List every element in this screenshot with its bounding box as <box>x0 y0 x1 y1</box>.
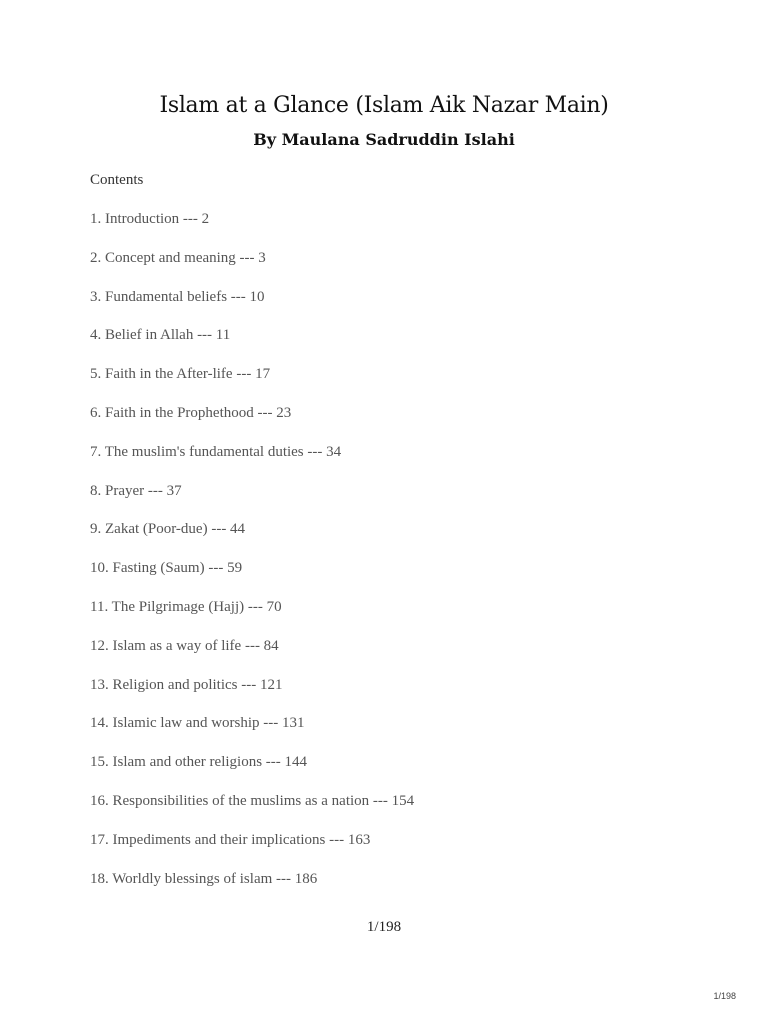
toc-item: 14. Islamic law and worship --- 131 <box>90 715 305 732</box>
toc-item: 15. Islam and other religions --- 144 <box>90 754 308 771</box>
toc-item: 6. Faith in the Prophethood --- 23 <box>90 404 292 421</box>
toc-item: 18. Worldly blessings of islam --- 186 <box>90 870 318 887</box>
toc-item: 5. Faith in the After-life --- 17 <box>90 366 271 383</box>
toc-item: 16. Responsibilities of the muslims as a nation --- 154 <box>90 792 415 809</box>
toc-item: 12. Islam as a way of life --- 84 <box>90 637 279 654</box>
toc-item: 10. Fasting (Saum) --- 59 <box>90 560 243 577</box>
page-title: Islam at a Glance (Islam Aik Nazar Main) <box>159 93 609 118</box>
table-of-contents <box>90 211 414 909</box>
toc-item: 3. Fundamental beliefs --- 10 <box>90 288 265 305</box>
toc-item: 4. Belief in Allah --- 11 <box>90 327 231 344</box>
toc-item: 1. Introduction --- 2 <box>90 211 210 227</box>
viewer-page-counter: 1/198 <box>713 991 736 1001</box>
toc-item: 13. Religion and politics --- 121 <box>90 676 283 693</box>
author-line: By Maulana Sadruddin Islahi <box>253 130 515 149</box>
toc-item: 9. Zakat (Poor-due) --- 44 <box>90 521 246 538</box>
page-number: 1/198 <box>366 919 402 935</box>
contents-heading: Contents <box>90 172 144 188</box>
toc-item: 8. Prayer --- 37 <box>90 482 182 499</box>
toc-item: 2. Concept and meaning --- 3 <box>90 249 266 266</box>
toc-item: 7. The muslim's fundamental duties --- 34 <box>90 443 342 460</box>
toc-item: 11. The Pilgrimage (Hajj) --- 70 <box>90 598 282 615</box>
toc-item: 17. Impediments and their implications --- 163 <box>90 831 371 848</box>
